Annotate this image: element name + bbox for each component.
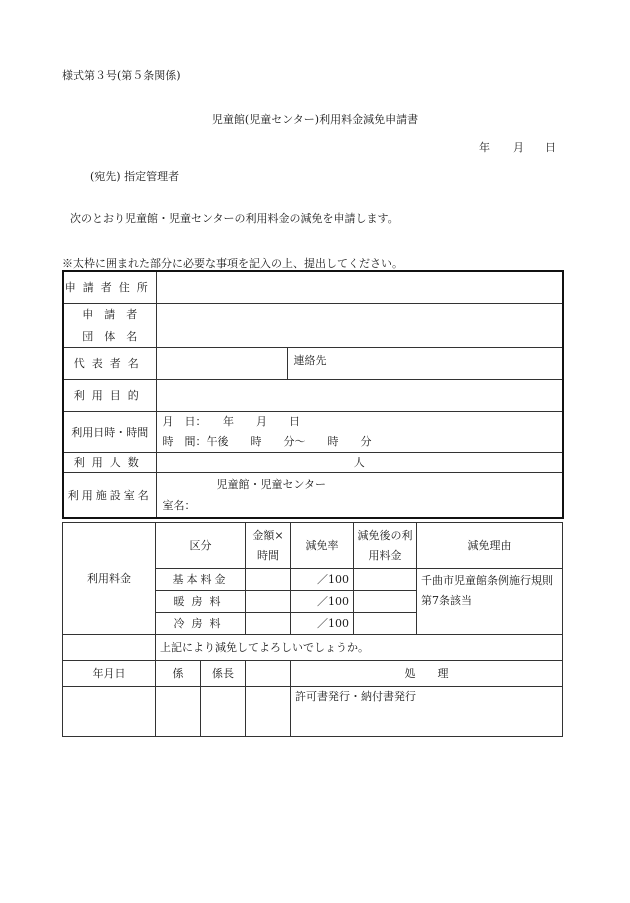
cooling-fee-amount[interactable]	[246, 613, 291, 635]
basic-fee-amount[interactable]	[246, 569, 291, 591]
blank-stamp-field[interactable]	[246, 687, 291, 737]
basic-fee-after[interactable]	[354, 569, 417, 591]
facility-value: 児童館・児童センター	[216, 477, 327, 491]
approval-spacer	[63, 635, 156, 661]
basic-fee-rate[interactable]: ／100	[291, 569, 354, 591]
time-line: 時 間：午後 時 分〜 時 分	[162, 434, 372, 448]
basic-fee-label: 基本料金	[156, 569, 246, 591]
contact-label: 連絡先	[293, 353, 327, 367]
blank-header	[246, 661, 291, 687]
fee-row-label: 利用料金	[63, 523, 156, 635]
addressee: (宛先) 指定管理者	[90, 170, 180, 183]
processing-header: 処 理	[291, 661, 563, 687]
reason-line2: 第7条該当	[421, 594, 472, 607]
applicant-label-line1: 申 請 者	[82, 308, 138, 321]
applicant-name-label	[63, 303, 156, 347]
representative-field[interactable]	[156, 347, 287, 379]
contact-field[interactable]	[287, 347, 563, 379]
approval-text: 上記により減免してよろしいでしょうか。	[156, 635, 563, 661]
application-form-table	[62, 270, 564, 519]
chief-header: 係長	[201, 661, 246, 687]
category-header: 区分	[156, 523, 246, 569]
date-month: 月	[513, 141, 524, 154]
people-field[interactable]	[156, 452, 563, 472]
instruction-note: ※太枠に囲まれた部分に必要な事項を記入の上、提出してください。	[62, 257, 403, 270]
fee-reduction-table	[62, 522, 563, 737]
document-title: 児童館(児童センター)利用料金減免申請書	[211, 113, 419, 126]
processing-value: 許可書発行・納付書発行	[295, 690, 416, 703]
heating-fee-label: 暖房料	[156, 591, 246, 613]
date-day: 日	[545, 141, 556, 154]
representative-label: 代表者名	[63, 347, 156, 379]
date-year: 年	[479, 141, 490, 154]
datetime-field[interactable]	[156, 411, 563, 452]
form-number: 様式第３号(第５条関係)	[62, 69, 181, 82]
facility-label: 利用施設室名	[63, 472, 156, 518]
application-statement: 次のとおり児童館・児童センターの利用料金の減免を申請します。	[70, 212, 399, 225]
date-header: 年月日	[63, 661, 156, 687]
applicant-name-field[interactable]	[156, 303, 563, 347]
reason-header: 減免理由	[417, 523, 563, 569]
amount-header-line2: 時間	[257, 548, 279, 562]
people-unit: 人	[353, 456, 365, 469]
purpose-field[interactable]	[156, 379, 563, 411]
reason-line1: 千曲市児童館条例施行規則	[421, 574, 553, 587]
staff-stamp-field[interactable]	[156, 687, 201, 737]
date-line: 月 日： 年 月 日	[162, 414, 300, 428]
after-fee-header-line2: 用料金	[368, 548, 402, 562]
heating-fee-amount[interactable]	[246, 591, 291, 613]
heating-fee-rate[interactable]: ／100	[291, 591, 354, 613]
heating-fee-after[interactable]	[354, 591, 417, 613]
purpose-label: 利用目的	[63, 379, 156, 411]
applicant-address-label: 申請者住所	[63, 271, 156, 303]
people-label: 利用人数	[63, 452, 156, 472]
amount-header	[246, 523, 291, 569]
after-fee-header	[354, 523, 417, 569]
chief-stamp-field[interactable]	[201, 687, 246, 737]
rate-header: 減免率	[291, 523, 354, 569]
cooling-fee-after[interactable]	[354, 613, 417, 635]
amount-header-line1: 金額×	[252, 528, 284, 542]
staff-header: 係	[156, 661, 201, 687]
facility-field[interactable]	[156, 472, 563, 518]
applicant-address-field[interactable]	[156, 271, 563, 303]
reason-field[interactable]	[417, 569, 563, 635]
processing-date-field[interactable]	[63, 687, 156, 737]
processing-field[interactable]	[291, 687, 563, 737]
datetime-label: 利用日時・時間	[63, 411, 156, 452]
applicant-label-line2: 団 体 名	[82, 330, 138, 343]
room-label: 室名：	[162, 498, 196, 512]
cooling-fee-rate[interactable]: ／100	[291, 613, 354, 635]
after-fee-header-line1: 減免後の利	[357, 528, 413, 542]
cooling-fee-label: 冷房料	[156, 613, 246, 635]
